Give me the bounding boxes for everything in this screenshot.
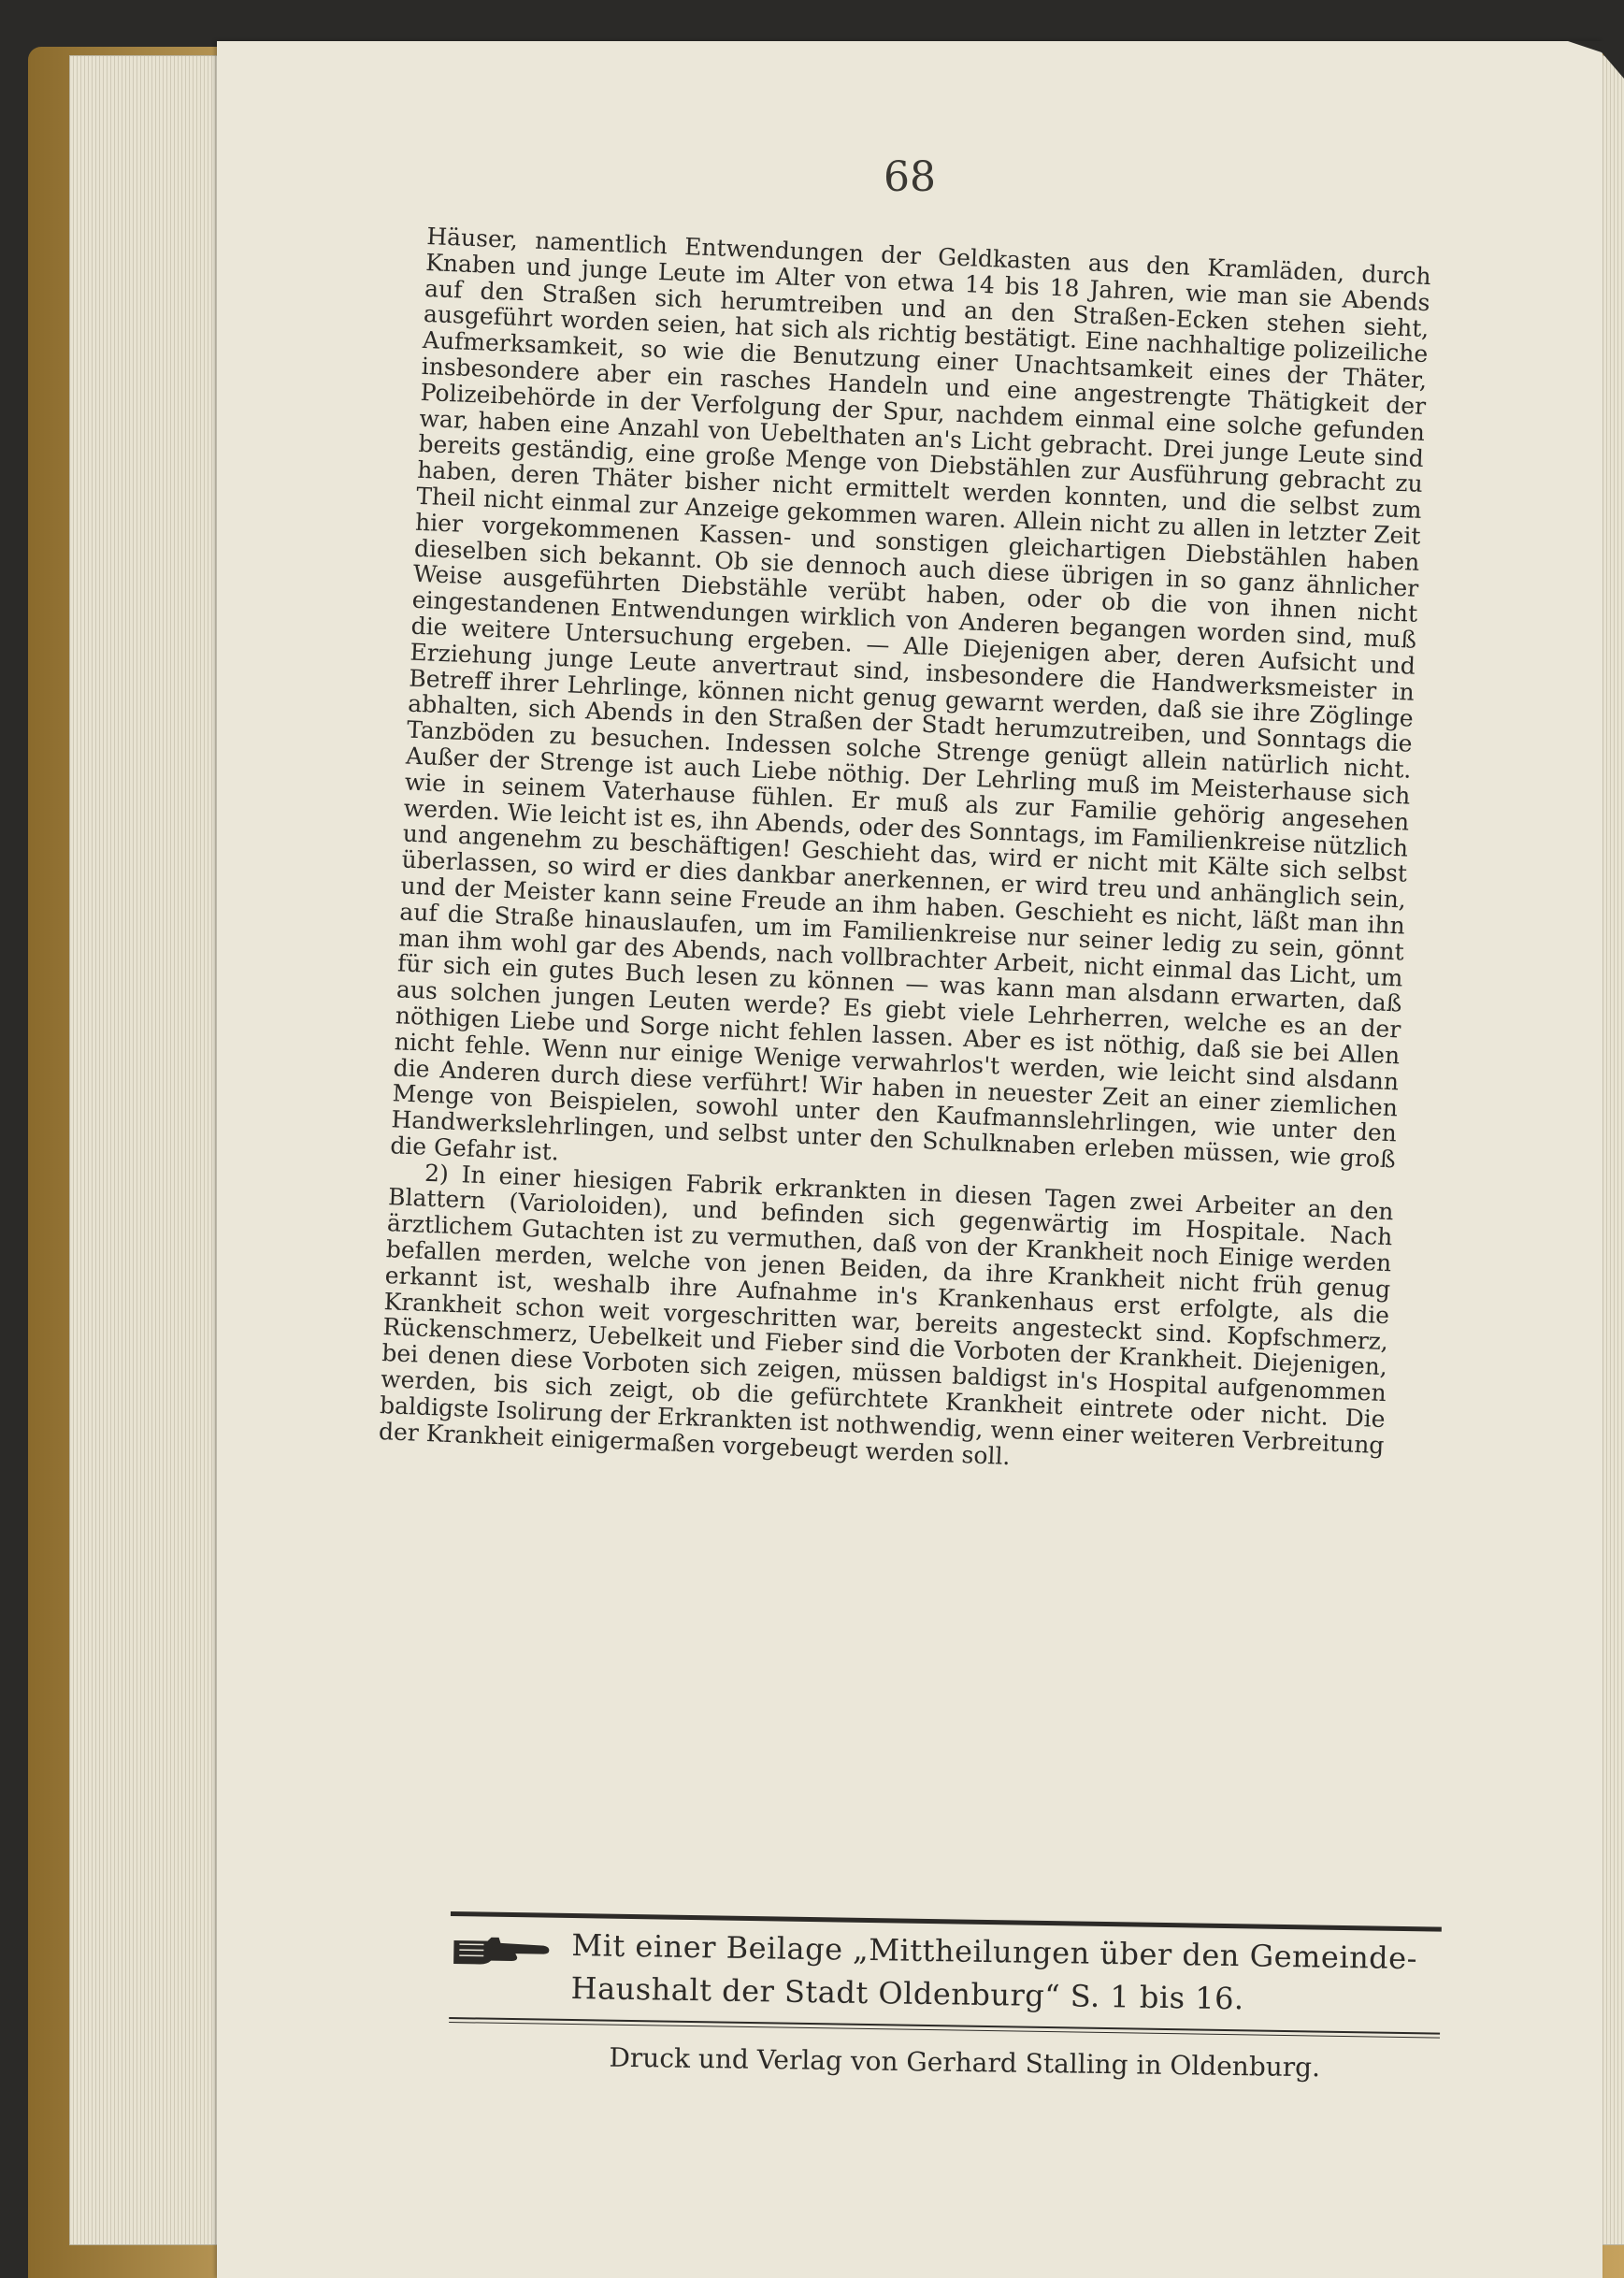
- printer-imprint: Druck und Verlag von Gerhard Stalling in Oldenburg.: [609, 2041, 1321, 2083]
- page-body: [379, 223, 1432, 1485]
- page-number: 68: [884, 153, 936, 201]
- supplement-notice: [449, 1911, 1442, 2039]
- book-page: [217, 41, 1602, 2278]
- pointing-hand-icon: [450, 1931, 553, 1970]
- paragraph-1: Häuser, namentlich Entwendungen der Geldkasten aus den Kramläden, durch Knaben und junge Leute im Alter von etwa 14 bis 18 Jahren, wie man sie Abends auf den Straßen sich herumtreiben und an den Straßen-Ecken stehen sieht, ausgeführt worden seien, hat sich als richtig bestätigt. Eine nachhaltige polizeiliche Aufmerksamkeit, so wie die Benutzung einer Unachtsamkeit eines der Thäter, insbesondere aber ein rasches Handeln und eine angestrengte Thätigkeit der Polizeibehörde in der Verfolgung der Spur, nachdem einmal eine solche gefunden war, haben eine Anzahl von Uebelthaten an's Licht gebracht. Drei junge Leute sind bereits geständig, eine große Menge von Diebstählen zur Ausführung gebracht zu haben, deren Thäter bisher nicht ermittelt werden konnten, und die selbst zum Theil nicht einmal zur Anzeige gekommen waren. Allein nicht zu allen in letzter Zeit hier vorgekommenen Kassen- und sonstigen gleichartigen Diebstählen haben dieselben sich bekannt. Ob sie dennoch auch diese übrigen in so ganz ähnlicher Weise ausgeführten Diebstähle verübt haben, oder ob die von ihnen nicht eingestandenen Entwendungen wirklich von Anderen begangen worden sind, muß die weitere Untersuchung ergeben. — Alle Diejenigen aber, deren Aufsicht und Erziehung junge Leute anvertraut sind, insbesondere die Handwerksmeister in Betreff ihrer Lehrlinge, können nicht genug gewarnt werden, daß sie ihre Zöglinge abhalten, sich Abends in den Straßen der Stadt herumzutreiben, und Sonntags die Tanzböden zu besuchen. Indessen solche Strenge genügt allein natürlich nicht. Außer der Strenge ist auch Liebe nöthig. Der Lehrling muß im Meisterhause sich wie in seinem Vaterhause fühlen. Er muß als zur Familie gehörig angesehen werden. Wie leicht ist es, ihn Abends, oder des Sonntags, im Familienkreise nützlich und angenehm zu beschäftigen! Geschieht das, wird er nicht mit Kälte sich selbst überlassen, so wird er dies dankbar anerkennen, er wird treu und anhänglich sein, und der Meister kann seine Freude an ihm haben. Geschieht es nicht, läßt man ihn auf die Straße hinauslaufen, um im Familienkreise nur seiner ledig zu sein, gönnt man ihm wohl gar des Abends, nach vollbrachter Arbeit, nicht einmal das Licht, um für sich ein gutes Buch lesen zu können — was kann man alsdann erwarten, daß aus solchen jungen Leuten werde? Es giebt viele Lehrherren, welche es an der nöthigen Liebe und Sorge nicht fehlen lassen. Aber es ist nöthig, daß sie bei Allen nicht fehle. Wenn nur einige Wenige verwahrlos't werden, wie leicht sind alsdann die Anderen durch diese verführt! Wir haben in neuester Zeit an einer ziemlichen Menge von Beispielen, sowohl unter den Kaufmannslehrlingen, wie unter den Handwerkslehrlingen, und selbst unter den Schulknaben erleben müssen, wie groß die Gefahr ist.: [389, 223, 1432, 1174]
- notice-text: Mit einer Beilage „Mittheilungen über den Gemeinde-Haushalt der Stadt Oldenburg“ S. 1 bis 16.: [570, 1927, 1418, 2017]
- paragraph-2: 2) In einer hiesigen Fabrik erkrankten in diesen Tagen zwei Arbeiter an den Blattern (Varioloiden), und befinden sich gegenwärtig im Hospitale. Nach ärztlichem Gutachten ist zu vermuthen, daß von der Krankheit noch Einige werden befallen merden, welche von jenen Beiden, da ihre Krankheit nicht früh genug erkannt ist, weshalb ihre Aufnahme in's Krankenhaus erst erfolgte, als die Krankheit schon weit vorgeschritten war, bereits angesteckt sind. Kopfschmerz, Rückenschmerz, Uebelkeit und Fieber sind die Vorboten der Krankheit. Diejenigen, bei denen diese Vorboten sich zeigen, müssen baldigst in's Hospital aufgenommen werden, bis sich zeigt, ob die gefürchtete Krankheit eintrete oder nicht. Die baldigste Isolirung der Erkrankten ist nothwendig, wenn einer weiteren Verbreitung der Krankheit einigermaßen vorgebeugt werden soll.: [378, 1159, 1395, 1470]
- notice-row: [449, 1922, 1441, 2024]
